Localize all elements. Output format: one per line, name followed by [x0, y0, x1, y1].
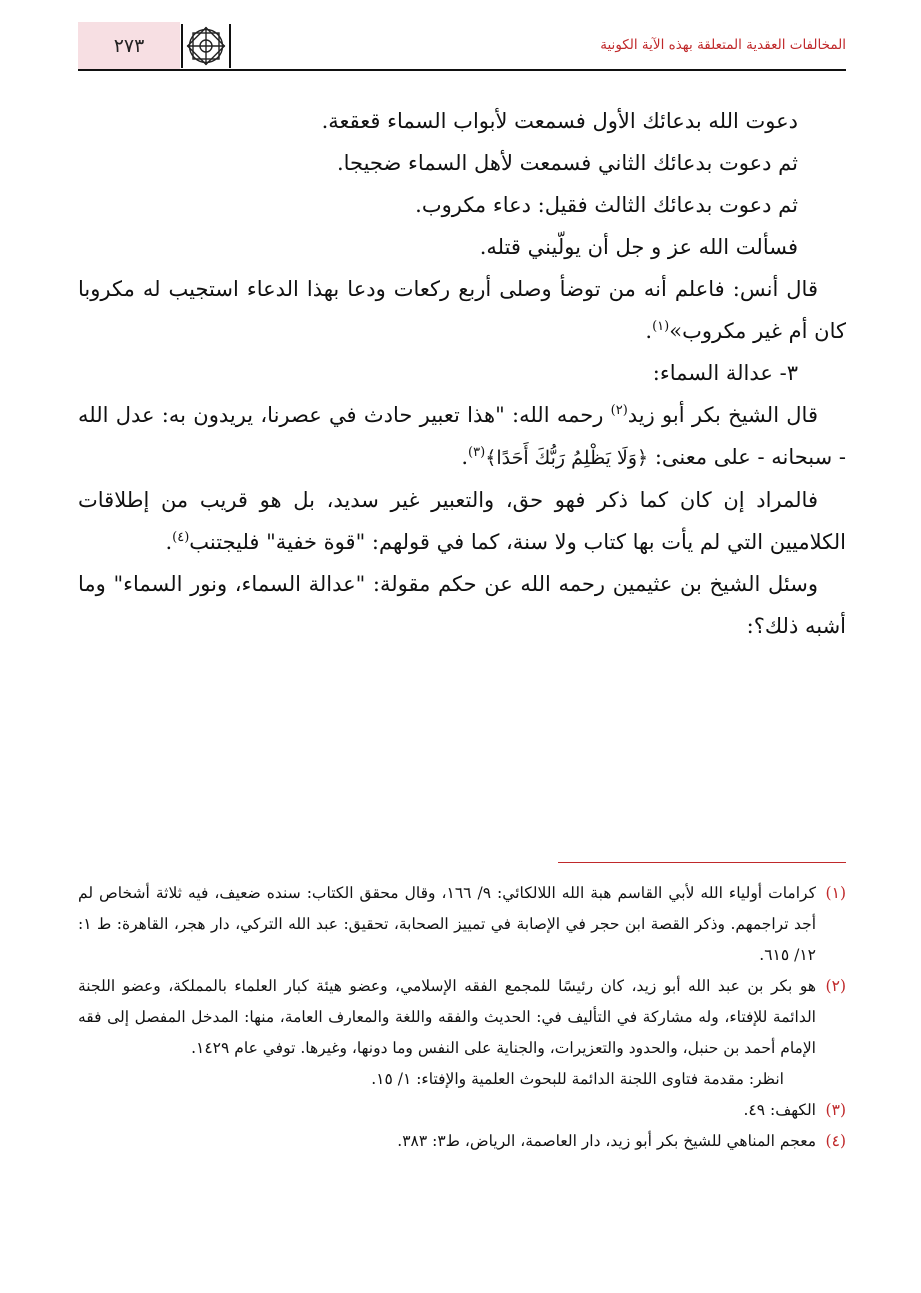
footnote-number: (٤) — [825, 1132, 846, 1150]
footnote-text: كرامات أولياء الله لأبي القاسم هبة الله اللالكائي: ٩/ ١٦٦، وقال محقق الكتاب: سنده ضعيف، فيه ثلاثة أشخاص لم أجد تراجمهم. وذكر القصة ابن حجر في الإصابة في تمييز الصحابة، تحقيق: عبد الله التركي، دار هجر، القاهرة: ط ١: ١٢/ ٦١٥. — [78, 884, 816, 964]
punctuation: . — [645, 319, 653, 343]
paragraph-text: قال أنس: فاعلم أنه من توضأ وصلى أربع ركعات ودعا بهذا الدعاء استجيب له مكروبا كان أم غير مكروب» — [78, 277, 846, 343]
paragraph-text: فالمراد إن كان كما ذكر فهو حق، والتعبير غير سديد، بل هو قريب من إطلاقات الكلاميين التي لم يأت بها كتاب ولا سنة، كما في قولهم: "قوة خفية" فليجتنب — [78, 488, 846, 554]
footnote-text: الكهف: ٤٩. — [743, 1101, 816, 1119]
paragraph — [78, 394, 846, 479]
footnote — [78, 971, 846, 1064]
main-text — [78, 100, 846, 647]
footnote-text: هو بكر بن عبد الله أبو زيد، كان رئيسًا للمجمع الفقه الإسلامي، وعضو هيئة كبار العلماء بالمملكة، وعضو اللجنة الدائمة للإفتاء، وله مشاركة في التأليف في: الحديث والفقه واللغة والمعارف العامة، منها: المدخل المفصل إلى فقه الإمام أحمد بن حنبل، والحدود والتعزيرات، والجناية على النفس وما دونها، وغيرها. توفي عام ١٤٢٩. — [78, 977, 816, 1057]
punctuation: . — [165, 530, 173, 554]
text-line: دعوت الله بدعائك الأول فسمعت لأبواب السماء قعقعة. — [321, 109, 798, 133]
paragraph: وسئل الشيخ بن عثيمين رحمه الله عن حكم مقولة: "عدالة السماء، ونور السماء" وما أشبه ذلك؟: — [78, 572, 846, 638]
footnote-number: (٣) — [825, 1101, 846, 1119]
footnote-number: (٢) — [825, 977, 846, 995]
page-number: ٢٧٣ — [113, 35, 145, 57]
page-header — [78, 22, 846, 70]
footnote-ref[interactable]: (٤) — [172, 530, 190, 545]
paragraph — [78, 268, 846, 352]
footnote-text: معجم المناهي للشيخ بكر أبو زيد، دار العاصمة، الرياض، ط٣: ٣٨٣. — [397, 1132, 816, 1150]
footnote-separator — [558, 862, 846, 863]
punctuation: . — [461, 445, 469, 469]
paragraph — [78, 479, 846, 563]
paragraph-text: رحمه الله: "هذا تعبير حادث في عصرنا، يريدون به: عدل الله - سبحانه - على معنى: — [78, 403, 846, 469]
header-rule — [78, 69, 846, 71]
footnote-ref[interactable]: (١) — [652, 319, 670, 334]
text-line: فسألت الله عز و جل أن يولّيني قتله. — [479, 235, 798, 259]
footnote-subtext: انظر: مقدمة فتاوى اللجنة الدائمة للبحوث العلمية والإفتاء: ١/ ١٥. — [371, 1070, 784, 1088]
footnote-number: (١) — [825, 884, 846, 902]
running-title: المخالفات العقدية المتعلقة بهذه الآية الكونية — [600, 37, 846, 53]
footnote — [78, 1095, 846, 1126]
ornament-icon — [180, 24, 232, 68]
footnote — [78, 878, 846, 971]
quran-verse: ﴿وَلَا يَظْلِمُ رَبُّكَ أَحَدًا﴾ — [485, 447, 649, 469]
footnotes — [78, 878, 846, 1157]
book-page — [78, 0, 846, 1293]
footnote-ref[interactable]: (٣) — [468, 445, 486, 460]
text-line: ثم دعوت بدعائك الثالث فقيل: دعاء مكروب. — [415, 193, 798, 217]
paragraph-text: قال الشيخ بكر أبو زيد — [627, 403, 818, 427]
section-heading: ٣- عدالة السماء: — [652, 361, 798, 385]
text-line: ثم دعوت بدعائك الثاني فسمعت لأهل السماء ضجيجا. — [336, 151, 798, 175]
footnote — [78, 1126, 846, 1157]
footnote-ref[interactable]: (٢) — [610, 403, 628, 418]
